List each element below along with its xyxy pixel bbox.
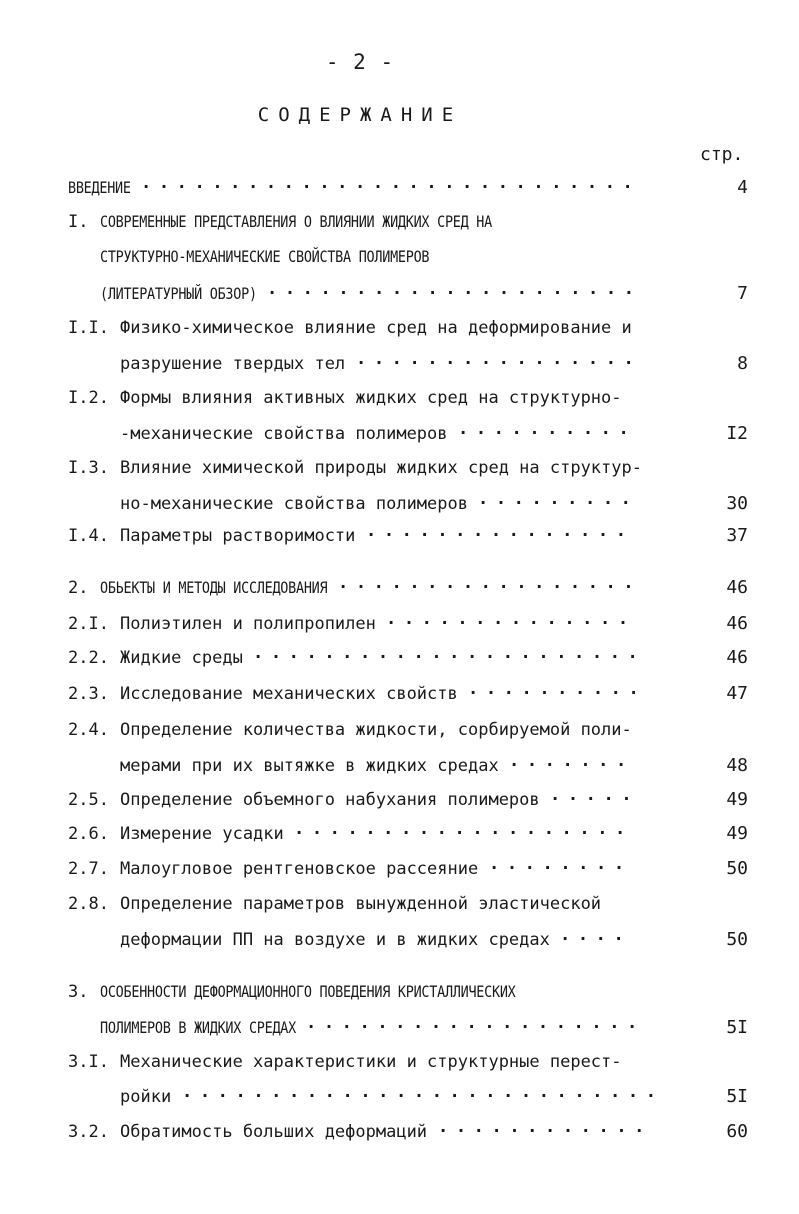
toc-entry-title: ВВЕДЕНИЕ	[68, 178, 131, 197]
leader-dots: .....................	[267, 279, 642, 299]
toc-entry-number: 3.2.	[68, 1122, 109, 1142]
leader-dots: ....	[560, 925, 632, 945]
leader-dots: ..........	[468, 679, 647, 699]
toc-entry-title: Обратимость больших деформаций	[120, 1122, 428, 1142]
toc-page-number: I2	[726, 423, 748, 444]
page-column-label: стр.	[700, 144, 744, 165]
toc-entry-number: 2.2.	[68, 648, 109, 668]
leader-dots: .........	[478, 489, 639, 509]
toc-entry-title: СОВРЕМЕННЫЕ ПРЕДСТАВЛЕНИЯ О ВЛИЯНИИ ЖИДКИХ СРЕД НА	[100, 212, 492, 231]
toc-page-number: 46	[726, 647, 748, 668]
toc-entry-title: деформации ПП на воздухе и в жидких средах	[120, 930, 550, 950]
toc-entry-title: Исследование механических свойств	[120, 684, 458, 704]
toc-entry-number: 2.7.	[68, 859, 109, 879]
toc-page-number: 50	[726, 858, 748, 879]
toc-entry-title: Физико-химическое влияние сред на деформирование и	[120, 318, 632, 338]
leader-dots: .......	[509, 751, 634, 771]
toc-entry-number: 2.6.	[68, 824, 109, 844]
leader-dots: ............	[438, 1117, 653, 1137]
toc-entry-title: Механические характеристики и структурные перест-	[120, 1052, 622, 1072]
toc-entry-title: Малоугловое рентгеновское рассеяние	[120, 859, 479, 879]
toc-entry-title: Параметры растворимости	[120, 526, 356, 546]
page-number: - 2 -	[325, 50, 395, 74]
toc-entry-title: мерами при их вытяжке в жидких средах	[120, 756, 499, 776]
toc-entry-title: Определение объемного набухания полимеров	[120, 790, 540, 810]
toc-page-number: 30	[726, 493, 748, 514]
toc-page-number: 37	[726, 525, 748, 546]
leader-dots: .................	[338, 573, 642, 593]
toc-entry-title: Определение количества жидкости, сорбируемой поли-	[120, 720, 632, 740]
leader-dots: ...................	[294, 819, 633, 839]
toc-page-number: 5I	[726, 1086, 748, 1107]
toc-entry-title: (ЛИТЕРАТУРНЫЙ ОБЗОР)	[100, 284, 257, 303]
leader-dots: ................	[356, 349, 642, 369]
leader-dots: ......................	[253, 643, 646, 663]
toc-entry-title: Влияние химической природы жидких сред на структур-	[120, 458, 642, 478]
leader-dots: .....	[550, 785, 640, 805]
toc-entry-title: разрушение твердых тел	[120, 354, 346, 374]
leader-dots: ..............	[386, 609, 636, 629]
toc-entry-title: Определение параметров вынужденной эластической	[120, 894, 602, 914]
toc-page-number: 47	[726, 683, 748, 704]
leader-dots: ...................	[306, 1013, 645, 1033]
toc-entry-title: Жидкие среды	[120, 648, 243, 668]
toc-entry-number: 3.	[68, 982, 89, 1002]
toc-entry-number: 2.3.	[68, 684, 109, 704]
toc-entry-title: Формы влияния активных жидких сред на структурно-	[120, 388, 622, 408]
toc-entry-number: I.4.	[68, 526, 109, 546]
toc-entry-title: Полиэтилен и полипропилен	[120, 614, 376, 634]
toc-entry-number: I.	[68, 212, 89, 232]
toc-entry-title: ОСОБЕННОСТИ ДЕФОРМАЦИОННОГО ПОВЕДЕНИЯ КРИСТАЛЛИЧЕСКИХ	[100, 982, 516, 1001]
toc-entry-number: 2.	[68, 578, 89, 598]
toc-entry-title: -механические свойства полимеров	[120, 424, 448, 444]
contents-heading: СОДЕРЖАНИЕ	[257, 104, 463, 126]
toc-page-number: 60	[726, 1121, 748, 1142]
toc-entry-number: 2.8.	[68, 894, 109, 914]
toc-entry-title: СТРУКТУРНО-МЕХАНИЧЕСКИЕ СВОЙСТВА ПОЛИМЕРОВ	[100, 247, 430, 266]
leader-dots: ............................	[141, 173, 641, 193]
toc-entry-number: 3.I.	[68, 1052, 109, 1072]
leader-dots: ...............	[366, 521, 634, 541]
leader-dots: ...........................	[182, 1082, 664, 1102]
toc-page-number: 46	[726, 613, 748, 634]
toc-entry-title: ПОЛИМЕРОВ В ЖИДКИХ СРЕДАХ	[100, 1018, 296, 1037]
toc-entry-number: I.2.	[68, 388, 109, 408]
toc-page-number: 4	[737, 177, 748, 198]
toc-page-number: 7	[737, 283, 748, 304]
toc-page-number: 5I	[726, 1017, 748, 1038]
toc-page-number: 49	[726, 823, 748, 844]
toc-page-number: 49	[726, 789, 748, 810]
toc-page-number: 46	[726, 577, 748, 598]
leader-dots: ..........	[458, 419, 637, 439]
toc-entry-title: но-механические свойства полимеров	[120, 494, 468, 514]
toc-entry-title: Измерение усадки	[120, 824, 284, 844]
toc-entry-number: 2.5.	[68, 790, 109, 810]
toc-entry-number: I.I.	[68, 318, 109, 338]
leader-dots: ........	[489, 854, 632, 874]
toc-entry-title: ройки	[120, 1087, 172, 1107]
toc-page-number: 8	[737, 353, 748, 374]
toc-page-number: 50	[726, 929, 748, 950]
toc-entry-title: ОБЬЕКТЫ И МЕТОДЫ ИССЛЕДОВАНИЯ	[100, 578, 328, 597]
toc-entry-number: I.3.	[68, 458, 109, 478]
toc-page-number: 48	[726, 755, 748, 776]
toc-entry-number: 2.I.	[68, 614, 109, 634]
toc-entry-number: 2.4.	[68, 720, 109, 740]
